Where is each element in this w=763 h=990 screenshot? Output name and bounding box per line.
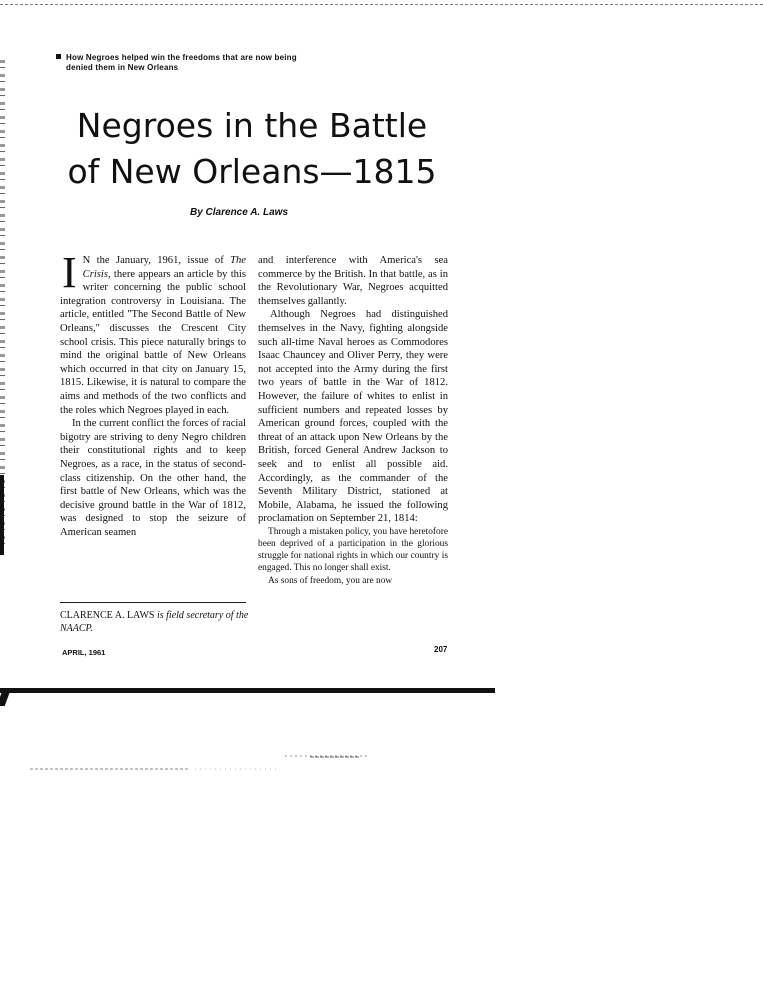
paragraph-3: and interference with America's sea commerce by the British. In that battle, as in the Revolutionary War, Negroes acquitted themselves gallantly. [258, 255, 448, 307]
paragraph-1 [60, 248, 246, 417]
quote-paragraph-2: As sons of freedom, you are now [268, 575, 393, 586]
author-name: CLARENCE A. LAWS [60, 610, 155, 621]
page-number: 207 [434, 645, 448, 654]
magazine-name: The Crisis, [82, 255, 246, 280]
article-title [62, 103, 442, 195]
scan-edge-mark [0, 475, 4, 555]
issue-date: APRIL, 1961 [62, 648, 106, 657]
author-role: is field secretary of the NAACP. [60, 610, 249, 634]
title-line-1: Negroes in the Battle [76, 106, 428, 145]
column-left [60, 248, 246, 539]
byline: By Clarence A. Laws [190, 207, 289, 218]
scan-border-top [0, 4, 763, 5]
quote-paragraph-1: Through a mistaken policy, you have heretofore been deprived of a participation in the glorious struggle for national rights in which our country is engaged. This no longer shall exist. [258, 526, 448, 574]
smallcaps-letter: N [82, 255, 91, 266]
column-right [258, 254, 448, 587]
kicker-line-2: denied them in New Orleans [66, 63, 179, 72]
footnote-divider [60, 602, 246, 603]
paragraph-4: Although Negroes had distinguished themselves in the Navy, fighting alongside such all-time Naval heroes as Commodores Isaac Chauncey and Oliver Perry, they were not accepted into the Army during the first two years of battle in the War of 1812. However, the failure of whites to enlist in sufficient numbers and repeated losses by American ground forces, coupled with the threat of an attack upon New Orleans by the British, forced General Andrew Jackson to seek and to enlist all possible aid. Accordingly, as the commander of the Seventh Military District, stationed at Mobile, Alabama, he issued the following proclamation on September 21, 1814: [258, 309, 448, 525]
bullet-icon [56, 54, 61, 59]
paragraph-1-start: the January, 1961, issue of [90, 255, 231, 266]
kicker [56, 53, 356, 73]
author-footnote [60, 610, 250, 635]
proclamation-quote [258, 526, 448, 587]
kicker-line-1: How Negroes helped win the freedoms that are now being [66, 53, 297, 62]
paragraph-1-tail: there appears an article by this writer concerning the public school integration controversy in Louisiana. The article, entitled "The Second Battle of New Orleans," discusses the Crescent City school crisis. This piece naturally brings to mind the original battle of New Orleans which occurred in that city on January 15, 1815. Likewise, it is natural to compare the aims and methods of the two conflicts and the roles which Negroes played in each. [60, 268, 246, 416]
scan-bottom-bar [0, 688, 495, 693]
paragraph-2: In the current conflict the forces of racial bigotry are striving to deny Negro children their constitutional rights and to keep Negroes, as a race, in the status of second-class citizenship. On the other hand, the first battle of New Orleans, which was the decisive ground battle in the War of 1812, was designed to stop the seizure of American seamen [60, 418, 246, 538]
drop-cap: I [62, 248, 77, 297]
scan-noise [0, 700, 763, 780]
title-line-2: of New Orleans—1815 [67, 152, 437, 191]
